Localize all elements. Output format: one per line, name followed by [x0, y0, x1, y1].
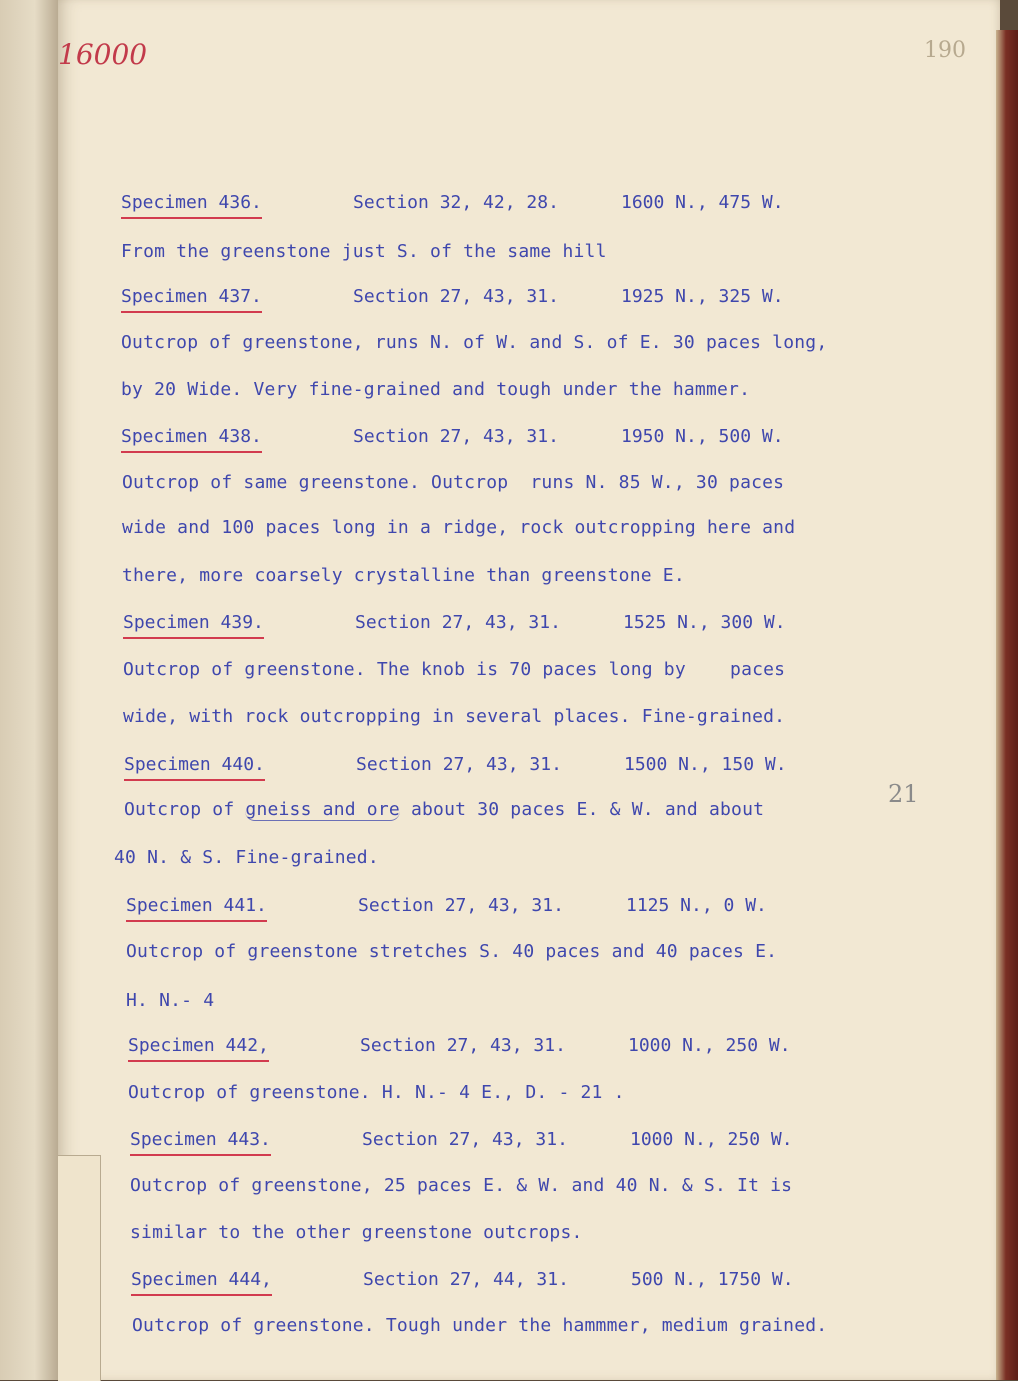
specimen-coords: 1925 N., 325 W. [621, 286, 784, 307]
specimen-coords: 1600 N., 475 W. [621, 192, 784, 213]
specimen-section: Section 27, 43, 31. [353, 426, 559, 447]
specimen-section: Section 27, 43, 31. [358, 895, 564, 916]
specimen-label: Specimen 439. [123, 612, 264, 639]
note-text: Outcrop of [124, 799, 246, 820]
specimen-note-line: wide, with rock outcropping in several places. Fine-grained. [123, 706, 786, 727]
specimen-note-line: 40 N. & S. Fine-grained. [114, 847, 379, 868]
specimen-section: Section 27, 43, 31. [360, 1035, 566, 1056]
specimen-coords: 500 N., 1750 W. [631, 1269, 794, 1290]
specimen-note-line [124, 799, 764, 820]
handwritten-margin-mark: 21 [888, 780, 919, 808]
specimen-section: Section 27, 43, 31. [362, 1129, 568, 1150]
specimen-coords: 1000 N., 250 W. [628, 1035, 791, 1056]
note-text: about 30 paces E. & W. and about [399, 799, 765, 820]
specimen-section: Section 27, 44, 31. [363, 1269, 569, 1290]
specimen-coords: 1500 N., 150 W. [624, 754, 787, 775]
specimen-note-line: by 20 Wide. Very fine-grained and tough under the hammer. [121, 379, 751, 400]
specimen-note-line: Outcrop of greenstone. Tough under the hammmer, medium grained. [132, 1315, 828, 1336]
book-binding-gutter [0, 0, 58, 1380]
specimen-coords: 1525 N., 300 W. [623, 612, 786, 633]
specimen-note-line: Outcrop of greenstone. The knob is 70 paces long by paces [123, 659, 786, 680]
specimen-label: Specimen 436. [121, 192, 262, 219]
handwritten-number: 16000 [58, 38, 148, 71]
specimen-section: Section 27, 43, 31. [356, 754, 562, 775]
specimen-label: Specimen 442, [128, 1035, 269, 1062]
specimen-label: Specimen 443. [130, 1129, 271, 1156]
specimen-note-line: From the greenstone just S. of the same hill [121, 241, 607, 262]
specimen-note-line: there, more coarsely crystalline than greenstone E. [122, 565, 685, 586]
specimen-label: Specimen 444, [131, 1269, 272, 1296]
specimen-note-line: wide and 100 paces long in a ridge, rock outcropping here and [122, 517, 796, 538]
specimen-note-line: H. N.- 4 [126, 990, 215, 1011]
specimen-label: Specimen 441. [126, 895, 267, 922]
specimen-label: Specimen 440. [124, 754, 265, 781]
specimen-note-line: Outcrop of greenstone. H. N.- 4 E., D. - 21 . [128, 1082, 625, 1103]
specimen-label: Specimen 438. [121, 426, 262, 453]
specimen-coords: 1125 N., 0 W. [626, 895, 767, 916]
handwritten-page-number: 190 [924, 38, 966, 63]
specimen-note-line: Outcrop of greenstone, 25 paces E. & W. and 40 N. & S. It is [130, 1175, 793, 1196]
specimen-section: Section 27, 43, 31. [355, 612, 561, 633]
specimen-note-line: Outcrop of same greenstone. Outcrop runs N. 85 W., 30 paces [122, 472, 785, 493]
specimen-note-line: Outcrop of greenstone, runs N. of W. and S. of E. 30 paces long, [121, 332, 828, 353]
specimen-note-line: similar to the other greenstone outcrops. [130, 1222, 583, 1243]
specimen-section: Section 27, 43, 31. [353, 286, 559, 307]
underlined-phrase: gneiss and ore [245, 799, 400, 820]
specimen-note-line: Outcrop of greenstone stretches S. 40 paces and 40 paces E. [126, 941, 778, 962]
specimen-coords: 1950 N., 500 W. [621, 426, 784, 447]
specimen-label: Specimen 437. [121, 286, 262, 313]
specimen-coords: 1000 N., 250 W. [630, 1129, 793, 1150]
book-cover-edge [996, 30, 1018, 1380]
specimen-section: Section 32, 42, 28. [353, 192, 559, 213]
page-corner-fold [58, 1155, 101, 1381]
